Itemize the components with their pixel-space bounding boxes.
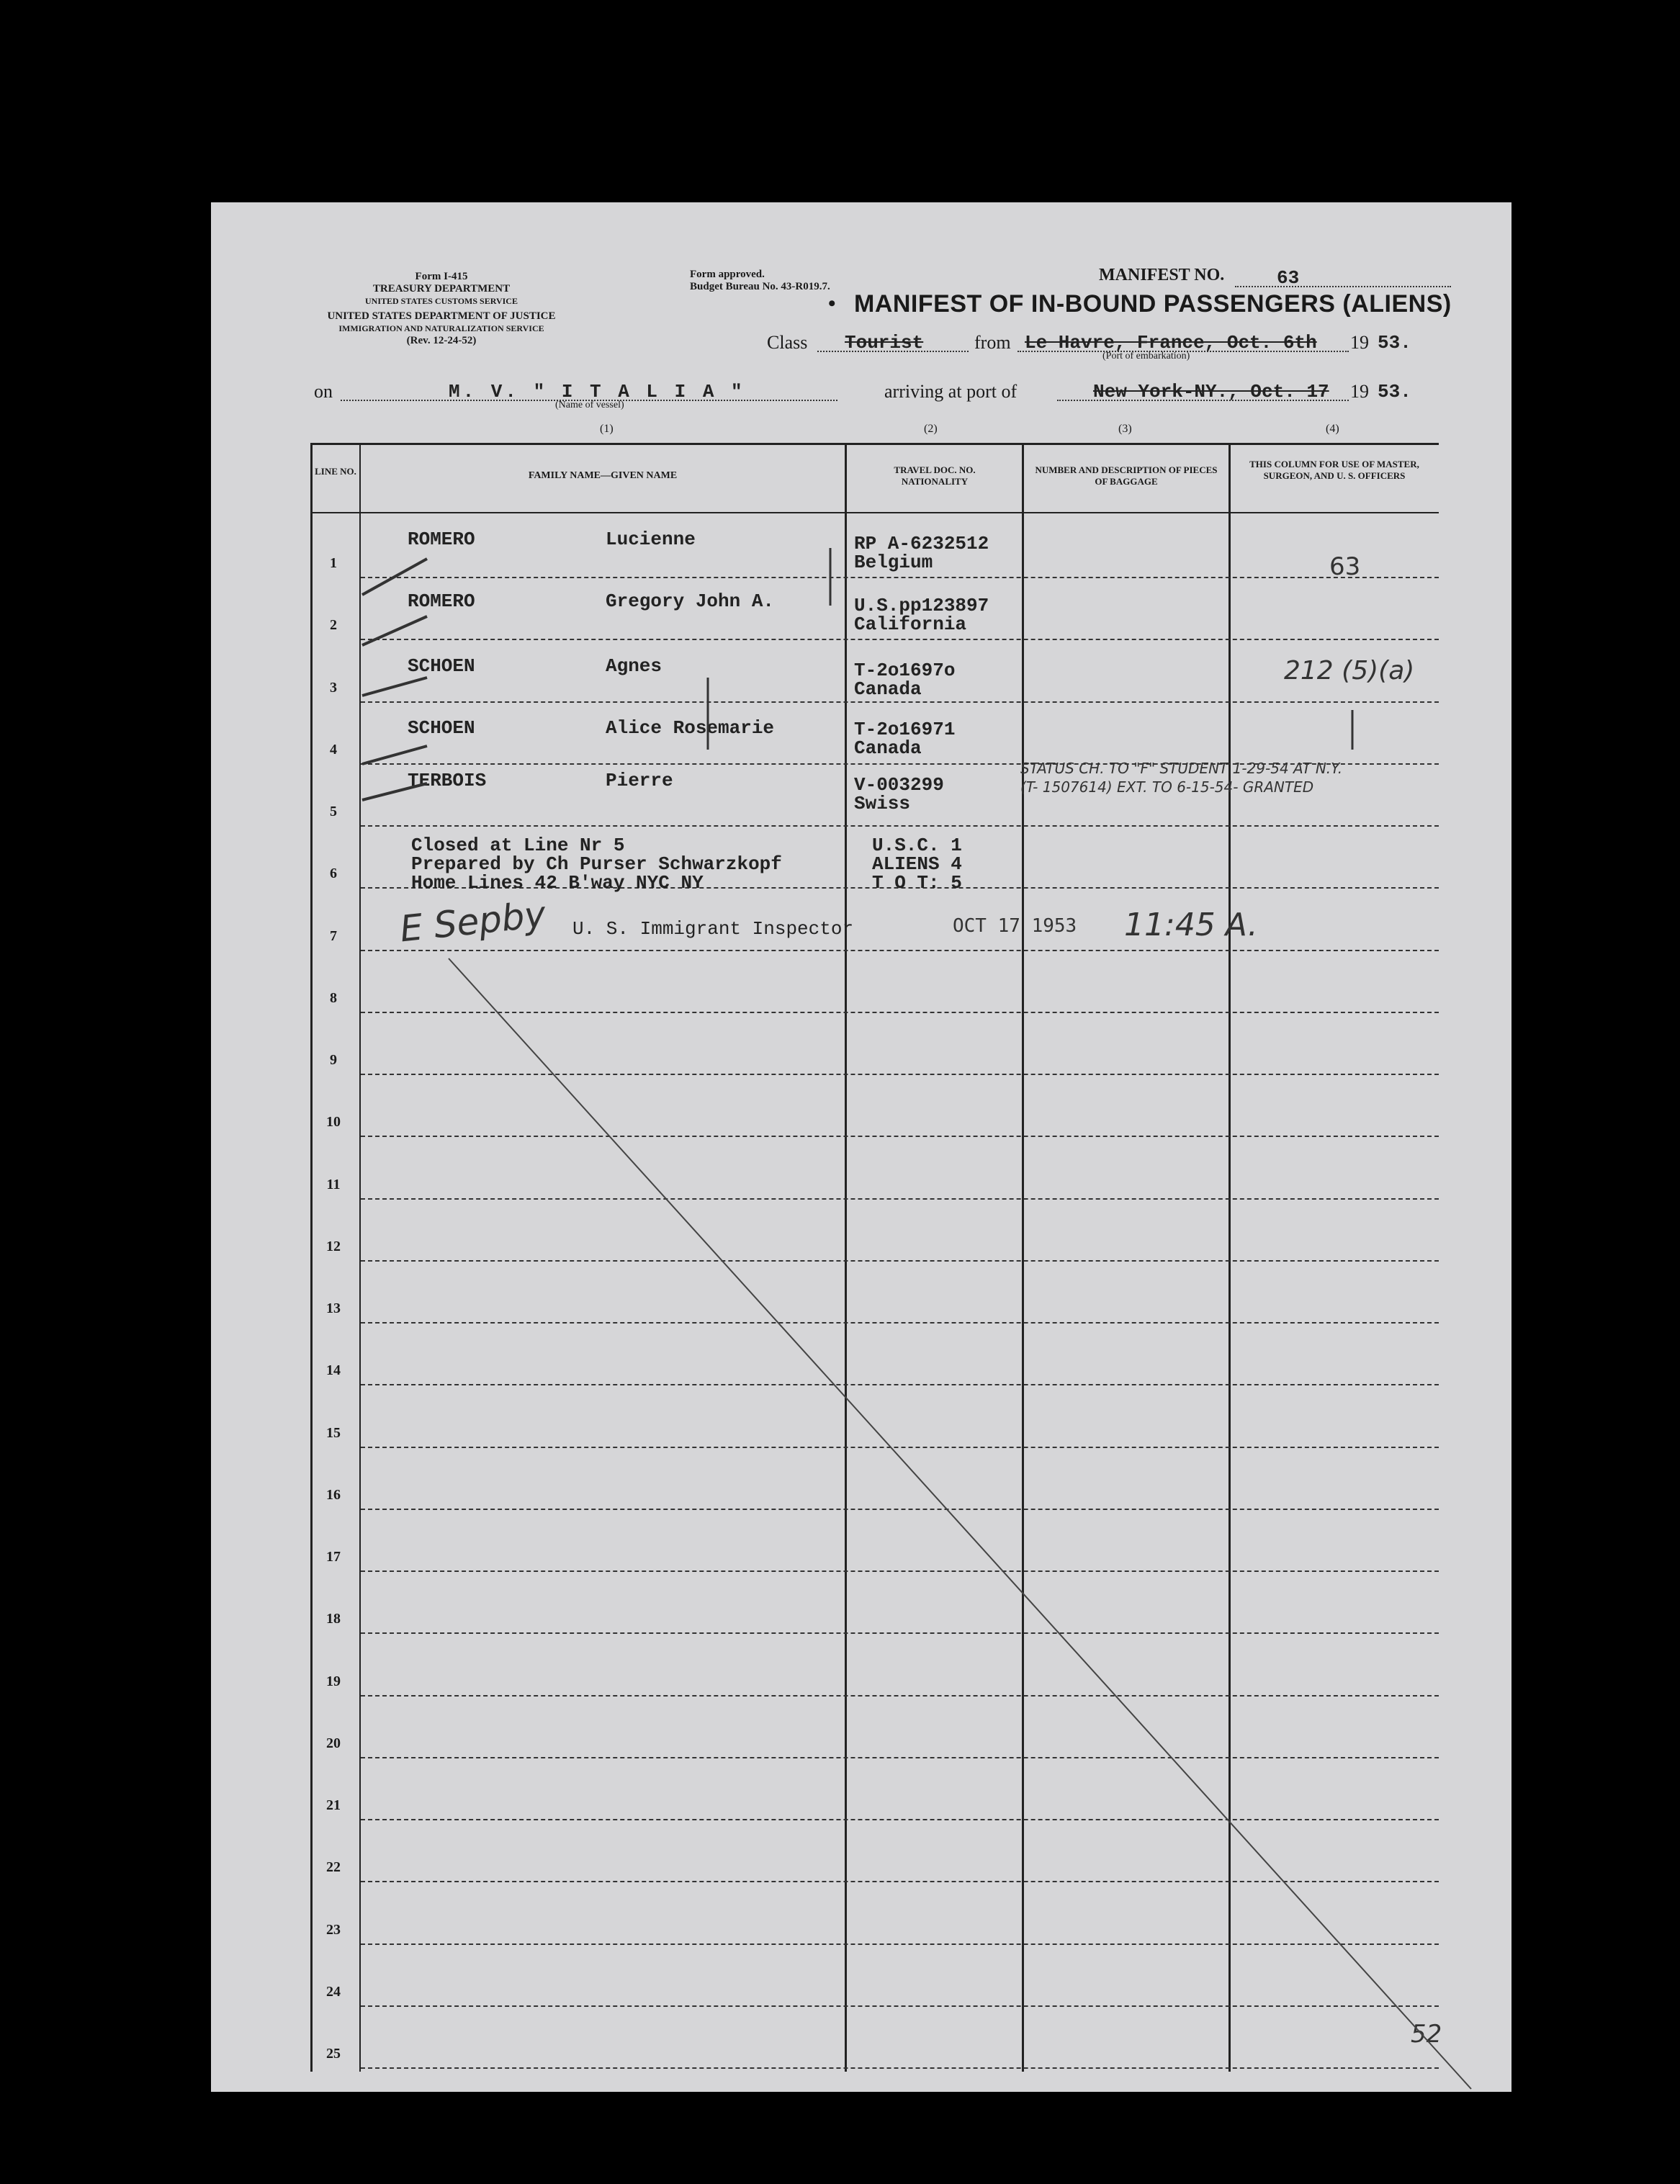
form-number: Form I-415 — [415, 271, 468, 282]
nationality: California — [854, 614, 967, 635]
approved-text: Form approved. — [690, 269, 765, 280]
header-name: FAMILY NAME—GIVEN NAME — [528, 470, 678, 481]
col-number-2: (2) — [924, 423, 938, 435]
header-baggage: NUMBER AND DESCRIPTION OF PIECES OF BAGGAGE — [1035, 464, 1218, 487]
nationality: Canada — [854, 678, 922, 700]
embarkation-year: 53. — [1378, 332, 1411, 354]
total-count: T O T: 5 — [872, 872, 962, 894]
prepared-by: Prepared by Ch Purser Schwarzkopf — [411, 853, 782, 875]
check-mark — [362, 678, 427, 696]
col-number-3: (3) — [1118, 423, 1132, 435]
line-number: 8 — [330, 990, 337, 1006]
travel-doc: V-003299 — [854, 774, 944, 796]
manifest-no: 63 — [1277, 267, 1300, 289]
handwritten-section: 212 (5)(a) — [1284, 656, 1415, 686]
travel-doc: T-2o1697o — [854, 660, 956, 681]
family-name: TERBOIS — [408, 770, 487, 791]
arriving-label: arriving at port of — [884, 381, 1018, 402]
line-number: 12 — [326, 1239, 341, 1254]
travel-doc: T-2o16971 — [854, 719, 956, 740]
title-bullet: • — [828, 292, 836, 315]
line-number: 18 — [326, 1611, 341, 1627]
handwritten-page-mark: 52 — [1411, 2020, 1442, 2049]
given-name: Agnes — [606, 655, 662, 677]
handwritten-manifest-mark: 63 — [1329, 552, 1361, 581]
revision: (Rev. 12-24-52) — [406, 335, 477, 346]
family-name: ROMERO — [408, 529, 475, 550]
line-number: 16 — [326, 1487, 341, 1503]
line-number: 21 — [326, 1797, 341, 1813]
travel-doc: RP A-6232512 — [854, 533, 989, 554]
col-number-4: (4) — [1326, 423, 1339, 435]
nationality: Canada — [854, 737, 922, 759]
line-number: 22 — [326, 1859, 341, 1875]
treasury-dept: TREASURY DEPARTMENT — [372, 283, 511, 295]
inspector-signature: E Sepby — [397, 893, 548, 951]
line-number: 23 — [326, 1922, 341, 1938]
customs-service: UNITED STATES CUSTOMS SERVICE — [365, 296, 518, 306]
justice-dept: UNITED STATES DEPARTMENT OF JUSTICE — [327, 310, 556, 322]
arrival-port: New York-NY., Oct. 17 — [1093, 381, 1329, 403]
ins-service: IMMIGRATION AND NATURALIZATION SERVICE — [338, 323, 544, 333]
budget-bureau: Budget Bureau No. 43-R019.7. — [690, 281, 830, 292]
inspector-label: U. S. Immigrant Inspector — [572, 918, 854, 940]
line-number: 17 — [326, 1549, 341, 1565]
header-line-no: LINE NO. — [315, 466, 356, 477]
handwritten-time: 11:45 A. — [1124, 907, 1258, 943]
line-number: 19 — [326, 1673, 341, 1689]
check-mark — [362, 616, 427, 645]
given-name: Alice Rosemarie — [606, 717, 775, 739]
check-marks — [211, 202, 1511, 2092]
travel-doc: U.S.pp123897 — [854, 595, 989, 616]
handwritten-status-2: (T- 1507614) EXT. TO 6-15-54- GRANTED — [1020, 778, 1314, 796]
header-travel-doc: TRAVEL DOC. NO. NATIONALITY — [894, 464, 976, 487]
on-label: on — [314, 381, 333, 402]
embarkation-value: Le Havre, France, Oct. 6th — [1025, 332, 1317, 354]
date-stamp: OCT 17 1953 — [953, 915, 1077, 937]
family-name: SCHOEN — [408, 655, 475, 677]
aliens-count: ALIENS 4 — [872, 853, 962, 875]
given-name: Lucienne — [606, 529, 696, 550]
shipping-line: Home Lines 42 B'way NYC NY — [411, 872, 704, 894]
line-number: 11 — [326, 1177, 341, 1192]
header-officers: THIS COLUMN FOR USE OF MASTER, SURGEON, AND U. S. OFFICERS — [1249, 459, 1419, 481]
nationality: Swiss — [854, 793, 911, 814]
line-number: 10 — [326, 1114, 341, 1130]
check-mark — [362, 746, 427, 764]
line-number: 4 — [330, 742, 337, 758]
given-name: Pierre — [606, 770, 673, 791]
line-number: 15 — [326, 1425, 341, 1441]
check-mark — [362, 559, 427, 595]
line-number: 20 — [326, 1735, 341, 1751]
class-value: Tourist — [845, 332, 924, 354]
from-label: from — [974, 332, 1011, 353]
line-number: 1 — [330, 555, 337, 571]
check-mark — [362, 783, 427, 800]
family-name: SCHOEN — [408, 717, 475, 739]
line-number: 9 — [330, 1052, 337, 1068]
manifest-title: MANIFEST OF IN-BOUND PASSENGERS (ALIENS) — [854, 290, 1452, 318]
line-number: 5 — [330, 804, 337, 819]
col-number-1: (1) — [600, 423, 614, 435]
line-number: 2 — [330, 617, 337, 633]
arrival-year-prefix: 19 — [1350, 381, 1369, 402]
manifest-page — [211, 202, 1511, 2092]
line-number: 7 — [330, 928, 337, 944]
line-number: 3 — [330, 680, 337, 696]
void-diagonal-line — [449, 958, 1471, 2089]
family-name: ROMERO — [408, 590, 475, 612]
port-embarkation-note: (Port of embarkation) — [1102, 351, 1190, 361]
nationality: Belgium — [854, 552, 933, 573]
closed-at-line: Closed at Line Nr 5 — [411, 835, 625, 856]
line-number: 14 — [326, 1362, 341, 1378]
handwritten-status-1: STATUS CH. TO "F" STUDENT 1-29-54 AT N.Y. — [1020, 760, 1343, 777]
line-number: 24 — [326, 1984, 341, 2000]
usc-count: U.S.C. 1 — [872, 835, 962, 856]
vessel-name: M. V. " I T A L I A " — [449, 381, 745, 403]
year-prefix: 19 — [1350, 332, 1369, 353]
vessel-note: (Name of vessel) — [555, 400, 624, 410]
class-label: Class — [767, 332, 808, 353]
given-name: Gregory John A. — [606, 590, 775, 612]
line-number: 13 — [326, 1300, 341, 1316]
line-number: 25 — [326, 2046, 341, 2062]
line-number: 6 — [330, 866, 337, 881]
arrival-year: 53. — [1378, 381, 1411, 403]
manifest-label: MANIFEST NO. — [1099, 266, 1225, 284]
